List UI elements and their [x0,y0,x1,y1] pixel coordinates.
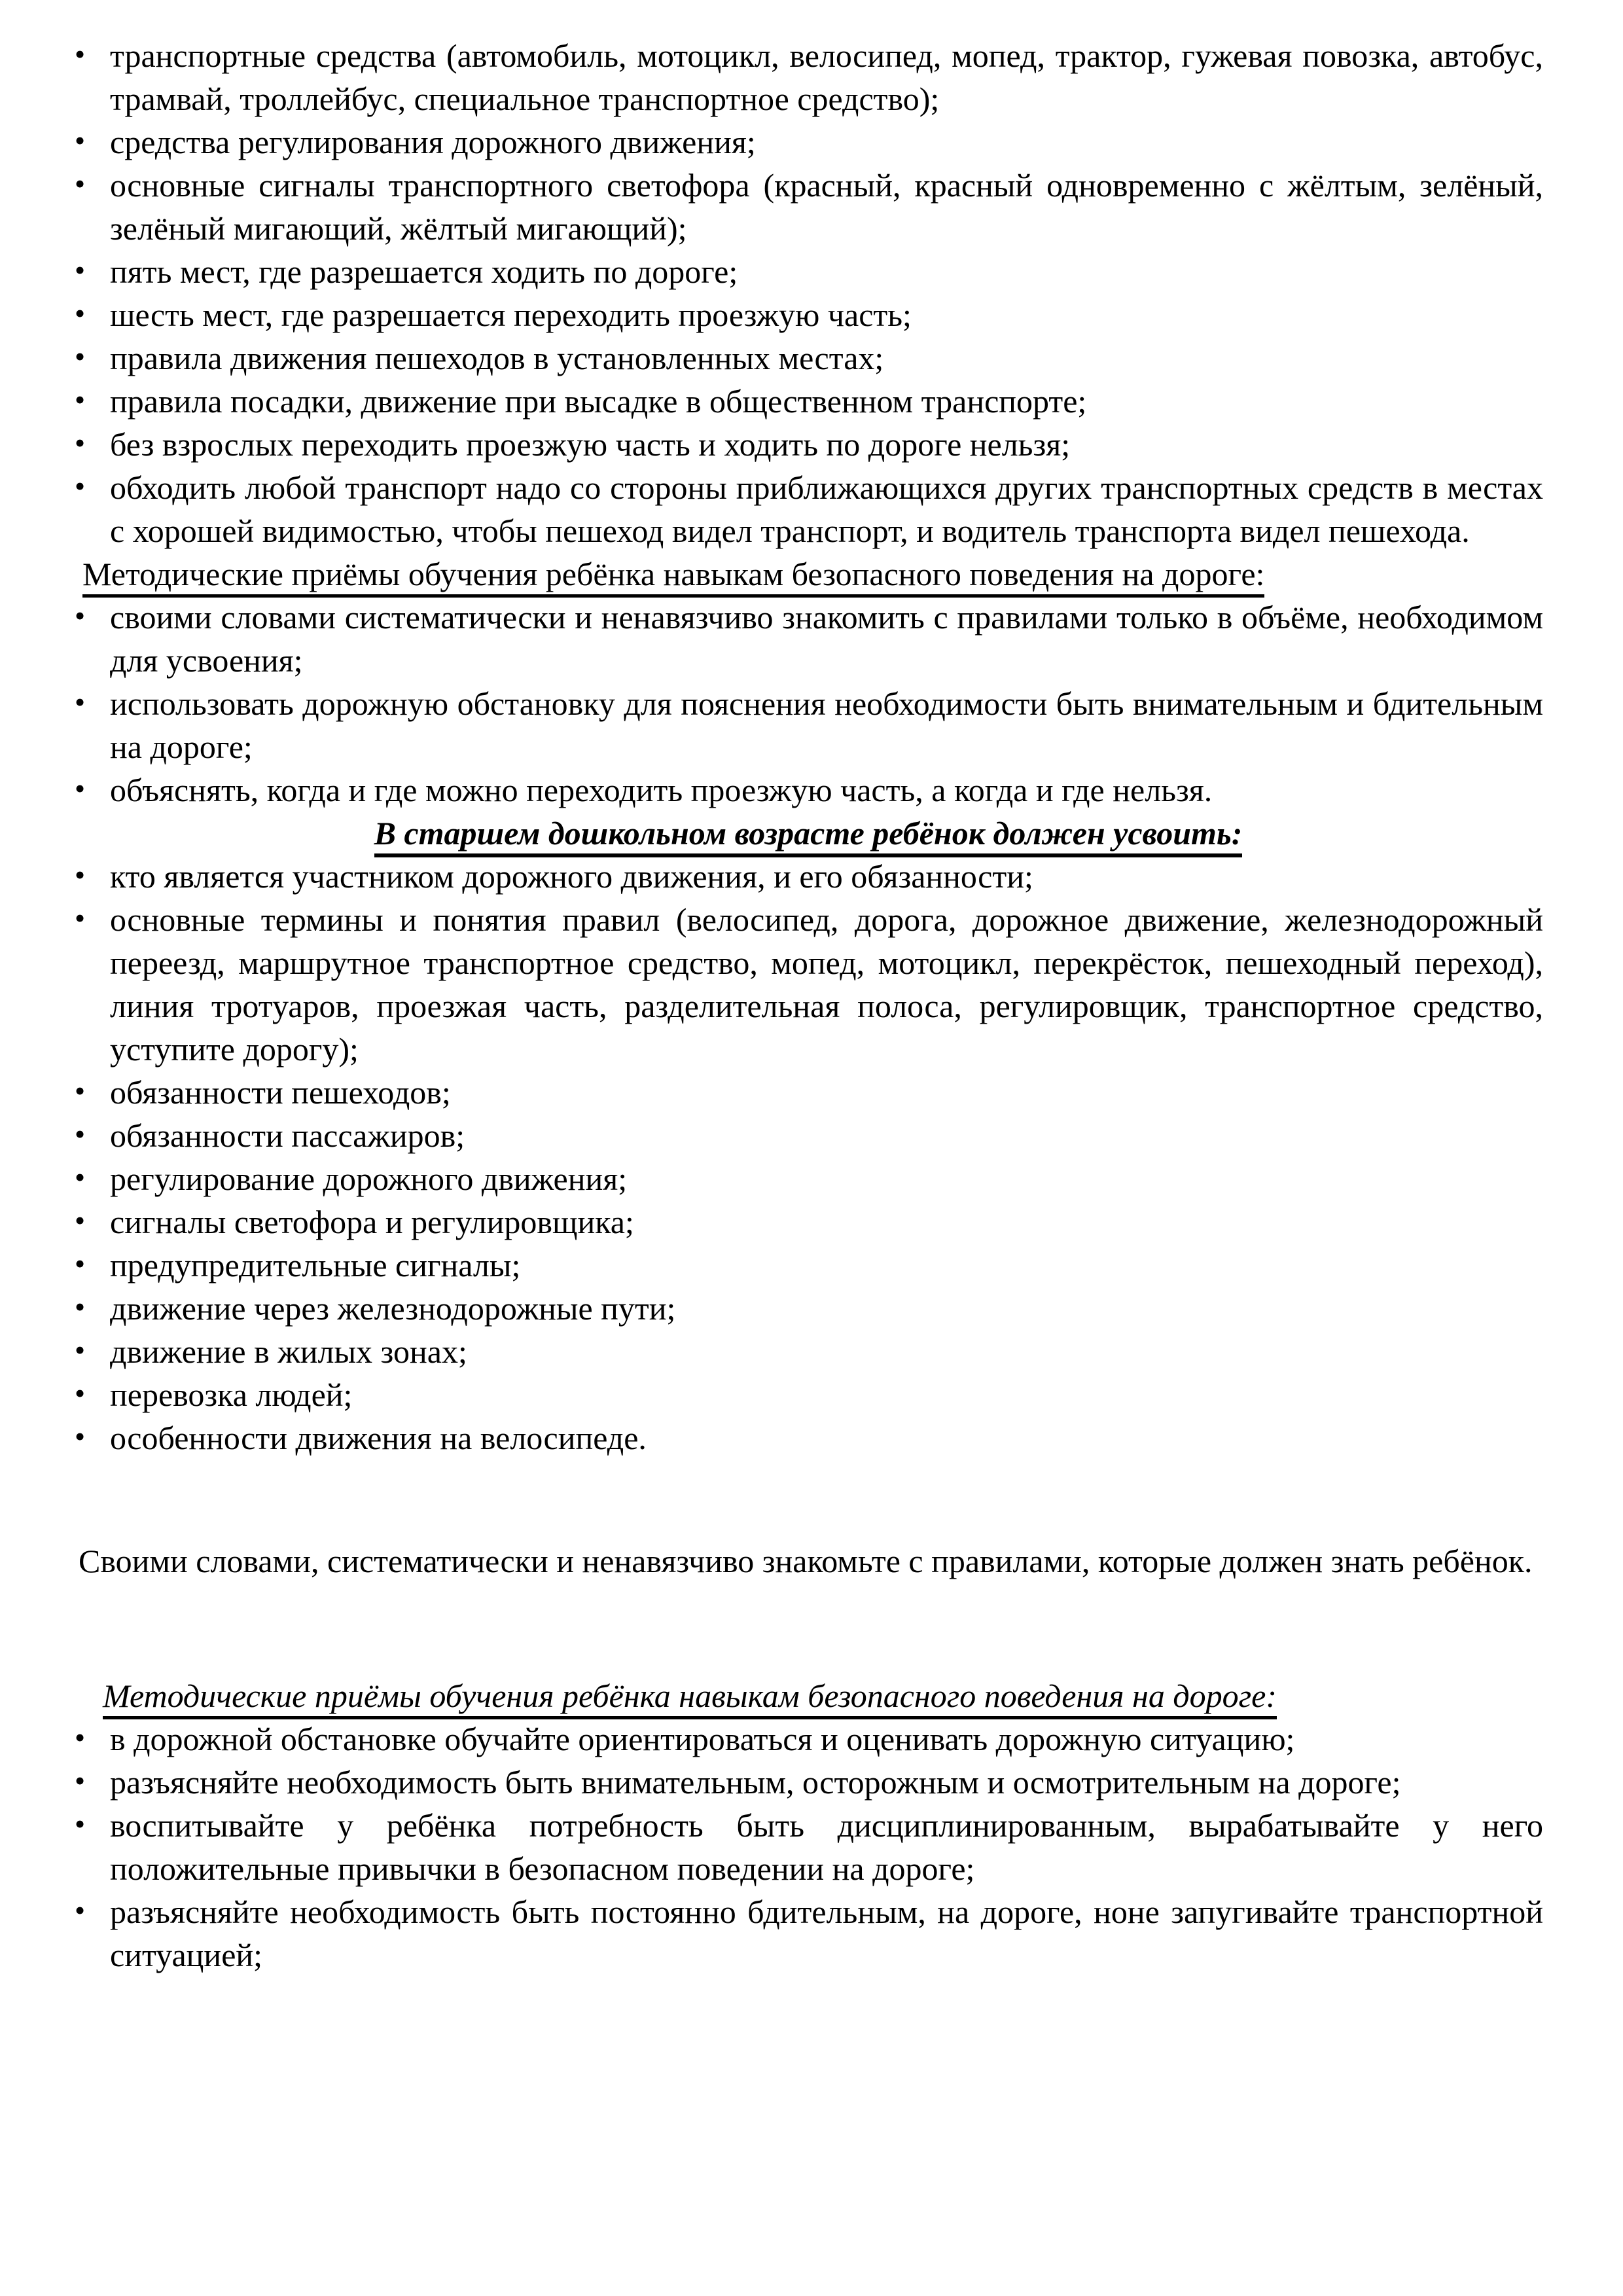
list-item-text: без взрослых переходить проезжую часть и ходить по дороге нельзя; [110,426,1071,463]
list-item [73,1287,1543,1330]
parent-methods-list [73,1717,1543,1977]
bullet-icon: • [75,1764,86,1797]
list-item-text: обязанности пешеходов; [110,1074,451,1111]
list-item-text: объяснять, когда и где можно переходить проезжую часть, а когда и где нельзя. [110,772,1213,808]
list-item-text: особенности движения на велосипеде. [110,1420,647,1456]
list-item [73,466,1543,552]
intro-list [73,34,1543,552]
methods-heading-2 [103,1674,1543,1717]
list-item-text: разъясняйте необходимость быть внимательным, осторожным и осмотрительным на дороге; [110,1764,1401,1801]
list-item [73,380,1543,423]
bullet-icon: • [75,599,86,632]
bullet-icon: • [75,124,86,157]
list-item [73,293,1543,336]
list-item [73,1804,1543,1890]
senior-age-heading-text: В старшем дошкольном возрасте ребёнок должен усвоить: [374,815,1243,857]
list-item-text: шесть мест, где разрешается переходить проезжую часть; [110,296,912,333]
bullet-icon: • [75,1893,86,1927]
list-item [73,1373,1543,1416]
bullet-icon: • [75,253,86,287]
bullet-icon: • [75,1074,86,1107]
list-item-text: правила посадки, движение при высадке в общественном транспорте; [110,383,1087,420]
list-item-text: правила движения пешеходов в установленных местах; [110,340,884,376]
list-item [73,164,1543,250]
list-item [73,120,1543,164]
senior-age-heading [73,812,1543,855]
list-item [73,423,1543,466]
bullet-icon: • [75,1721,86,1754]
bullet-icon: • [75,469,86,503]
list-item [73,336,1543,380]
methods-heading-1 [82,552,1543,596]
bullet-icon: • [75,1117,86,1151]
bullet-icon: • [75,858,86,891]
list-item [73,1717,1543,1761]
list-item [73,1200,1543,1244]
methods-heading-1-text: Методические приёмы обучения ребёнка навыкам безопасного поведения на дороге: [82,556,1264,598]
list-item-text: регулирование дорожного движения; [110,1160,628,1197]
list-item-text: использовать дорожную обстановку для пояснения необходимости быть внимательным и бдительным на дороге; [110,685,1543,765]
list-item-text: обходить любой транспорт надо со стороны приближающихся других транспортных средств в местах с хорошей видимостью, чтобы пешеход видел транспорт, и водитель транспорта видел пешехода. [110,469,1543,549]
list-item [73,855,1543,898]
list-item [73,1890,1543,1977]
list-item [73,1330,1543,1373]
list-item-text: предупредительные сигналы; [110,1247,521,1283]
list-item [73,1416,1543,1460]
list-item [73,1761,1543,1804]
bullet-icon: • [75,1807,86,1840]
list-item-text: в дорожной обстановке обучайте ориентироваться и оценивать дорожную ситуацию; [110,1721,1295,1757]
list-item-text: основные термины и понятия правил (велосипед, дорога, дорожное движение, железнодорожный переезд, маршрутное транспортное средство, мопед, мотоцикл, перекрёсток, пешеходный переход), линия тротуаров, проезжая часть, разделительная полоса, регулировщик, транспортное средство, уступите дорогу); [110,901,1543,1067]
list-item-text: воспитывайте у ребёнка потребность быть дисциплинированным, вырабатывайте у него положительные привычки в безопасном поведении на дороге; [110,1807,1543,1887]
list-item [73,1244,1543,1287]
list-item-text: перевозка людей; [110,1376,353,1413]
list-item-text: разъясняйте необходимость быть постоянно бдительным, на дороге, ноне запугивайте транспортной ситуацией; [110,1893,1543,1973]
bullet-icon: • [75,1420,86,1453]
bullet-icon: • [75,772,86,805]
list-item [73,34,1543,120]
list-item [73,682,1543,768]
bullet-icon: • [75,1247,86,1280]
senior-knowledge-list [73,855,1543,1460]
list-item-text: движение в жилых зонах; [110,1333,467,1370]
list-item-text: движение через железнодорожные пути; [110,1290,676,1327]
bullet-icon: • [75,1376,86,1410]
list-item [73,596,1543,682]
bullet-icon: • [75,1204,86,1237]
bullet-icon: • [75,383,86,416]
list-item [73,1157,1543,1200]
bullet-icon: • [75,340,86,373]
list-item-text: обязанности пассажиров; [110,1117,465,1154]
bullet-icon: • [75,296,86,330]
list-item-text: сигналы светофора и регулировщика; [110,1204,634,1240]
list-item [73,1114,1543,1157]
bullet-icon: • [75,167,86,200]
bullet-icon: • [75,1290,86,1323]
list-item [73,898,1543,1071]
methods-list [73,596,1543,812]
list-item [73,250,1543,293]
list-item-text: пять мест, где разрешается ходить по дороге; [110,253,738,290]
list-item-text: основные сигналы транспортного светофора (красный, красный одновременно с жёлтым, зелёный, зелёный мигающий, жёлтый мигающий); [110,167,1543,247]
list-item [73,1071,1543,1114]
list-item-text: кто является участником дорожного движения, и его обязанности; [110,858,1033,895]
methods-heading-2-text: Методические приёмы обучения ребёнка навыкам безопасного поведения на дороге: [103,1677,1277,1719]
list-item [73,768,1543,812]
list-item-text: средства регулирования дорожного движения; [110,124,756,160]
bullet-icon: • [75,426,86,459]
note-paragraph: Своими словами, систематически и ненавязчиво знакомьте с правилами, которые должен знать ребёнок. [79,1543,1533,1579]
bullet-icon: • [75,37,86,71]
bullet-icon: • [75,1333,86,1367]
bullet-icon: • [75,901,86,935]
list-item-text: транспортные средства (автомобиль, мотоцикл, велосипед, мопед, трактор, гужевая повозка, автобус, трамвай, троллейбус, специальное транспортное средство); [110,37,1543,117]
bullet-icon: • [75,1160,86,1194]
list-item-text: своими словами систематически и ненавязчиво знакомить с правилами только в объёме, необходимом для усвоения; [110,599,1543,679]
bullet-icon: • [75,685,86,719]
